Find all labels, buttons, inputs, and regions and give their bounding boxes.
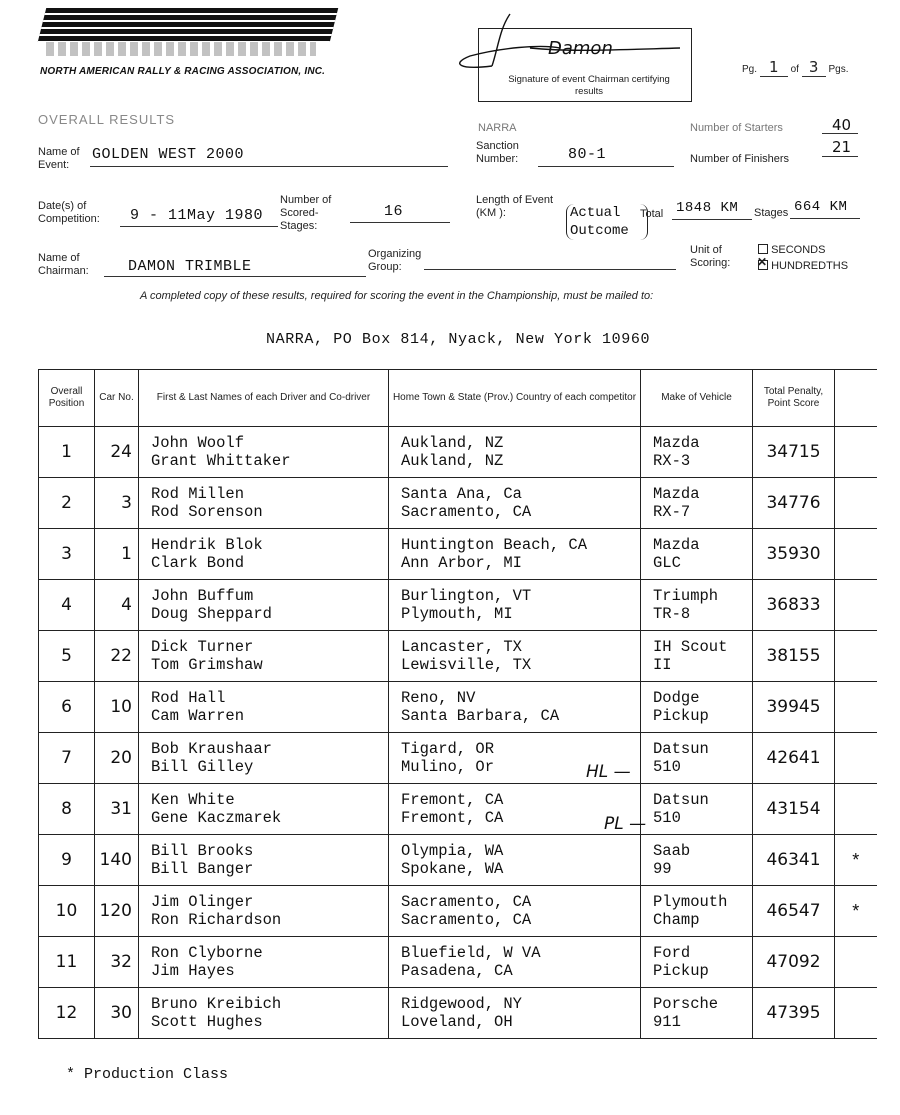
make-line-2: Pickup	[653, 962, 709, 980]
cell-production-mark	[835, 988, 877, 1039]
cell-score: 46547	[753, 886, 835, 937]
driver-name: Hendrik Blok	[151, 536, 263, 554]
cell-position: 6	[39, 682, 95, 733]
cell-names	[139, 529, 389, 580]
codriver-home: Pasadena, CA	[401, 962, 513, 980]
cell-score: 47395	[753, 988, 835, 1039]
codriver-name: Ron Richardson	[151, 911, 282, 929]
annotation-pl-dash: —	[623, 814, 647, 834]
length-note: Actual Outcome	[566, 204, 648, 240]
event-value: GOLDEN WEST 2000	[92, 146, 245, 163]
col-header-score: Total Penalty, Point Score	[753, 370, 835, 427]
checkbox-empty-icon	[758, 244, 768, 254]
cell-position: 12	[39, 988, 95, 1039]
codriver-name: Jim Hayes	[151, 962, 235, 980]
table-row	[39, 682, 877, 733]
cell-position: 11	[39, 937, 95, 988]
cell-car-number: 4	[95, 580, 139, 631]
driver-home: Santa Ana, Ca	[401, 485, 522, 503]
cell-car-number: 31	[95, 784, 139, 835]
cell-car-number: 140	[95, 835, 139, 886]
cell-car-number: 22	[95, 631, 139, 682]
cell-home	[389, 529, 641, 580]
table-row	[39, 988, 877, 1039]
codriver-home: Fremont, CA	[401, 809, 504, 827]
cell-home	[389, 784, 641, 835]
cell-score: 36833	[753, 580, 835, 631]
driver-name: Rod Millen	[151, 485, 245, 503]
driver-name: John Buffum	[151, 587, 254, 605]
cell-home	[389, 580, 641, 631]
driver-home: Huntington Beach, CA	[401, 536, 588, 554]
codriver-home: Aukland, NZ	[401, 452, 504, 470]
driver-name: John Woolf	[151, 434, 245, 452]
cell-score: 43154	[753, 784, 835, 835]
cell-score: 47092	[753, 937, 835, 988]
stages-km-rule	[790, 218, 860, 219]
driver-home: Olympia, WA	[401, 842, 504, 860]
cell-names	[139, 886, 389, 937]
driver-name: Rod Hall	[151, 689, 226, 707]
mail-address: NARRA, PO Box 814, Nyack, New York 10960	[266, 331, 651, 348]
codriver-home: Sacramento, CA	[401, 503, 532, 521]
org-group-label: Organizing Group:	[368, 248, 422, 273]
finishers-label: Number of Finishers	[690, 153, 790, 165]
col-header-position: Overall Position	[39, 370, 95, 427]
codriver-home: Plymouth, MI	[401, 605, 513, 623]
chairman-rule	[104, 276, 366, 277]
dates-rule	[120, 226, 278, 227]
cell-production-mark	[835, 784, 877, 835]
cell-position: 1	[39, 427, 95, 478]
table-row	[39, 580, 877, 631]
event-label: Name of Event:	[38, 146, 80, 171]
codriver-home: Lewisville, TX	[401, 656, 532, 674]
cell-position: 8	[39, 784, 95, 835]
make-line-2: Pickup	[653, 707, 709, 725]
page-total: 3	[802, 58, 826, 77]
starters-rule	[822, 133, 858, 134]
driver-name: Jim Olinger	[151, 893, 254, 911]
mail-note: A completed copy of these results, required for scoring the event in the Championship, must be mailed to:	[140, 290, 654, 302]
cell-car-number: 32	[95, 937, 139, 988]
cell-production-mark	[835, 733, 877, 784]
driver-name: Ken White	[151, 791, 235, 809]
starters-value: 40	[832, 116, 852, 134]
make-line-2: TR-8	[653, 605, 691, 623]
logo-stripes	[38, 8, 338, 42]
table-row	[39, 631, 877, 682]
cell-names	[139, 682, 389, 733]
cell-make	[641, 784, 753, 835]
dates-label: Date(s) of Competition:	[38, 200, 100, 225]
cell-production-mark	[835, 427, 877, 478]
driver-name: Bill Brooks	[151, 842, 254, 860]
make-line-1: Mazda	[653, 536, 700, 554]
make-line-1: Porsche	[653, 995, 719, 1013]
table-row	[39, 427, 877, 478]
event-rule	[90, 166, 448, 167]
table-row	[39, 529, 877, 580]
cell-car-number: 1	[95, 529, 139, 580]
table-row	[39, 478, 877, 529]
starters-label: Number of Starters	[690, 122, 783, 134]
make-line-1: Saab	[653, 842, 691, 860]
make-line-2: 510	[653, 758, 681, 776]
driver-home: Lancaster, TX	[401, 638, 522, 656]
total-rule	[672, 219, 752, 220]
cell-names	[139, 427, 389, 478]
checkbox-checked-icon: ✕	[757, 255, 768, 269]
footnote: * Production Class	[66, 1066, 229, 1083]
annotation-hl-text: HL	[586, 762, 609, 782]
cell-score: 42641	[753, 733, 835, 784]
col-header-home: Home Town & State (Prov.) Country of each competitor	[389, 370, 641, 427]
table-row	[39, 937, 877, 988]
cell-car-number: 30	[95, 988, 139, 1039]
codriver-name: Scott Hughes	[151, 1013, 263, 1031]
make-line-2: RX-7	[653, 503, 691, 521]
cell-production-mark	[835, 529, 877, 580]
driver-home: Ridgewood, NY	[401, 995, 522, 1013]
codriver-home: Sacramento, CA	[401, 911, 532, 929]
cell-names	[139, 835, 389, 886]
driver-name: Dick Turner	[151, 638, 254, 656]
cell-position: 5	[39, 631, 95, 682]
annotation-pl-text: PL	[604, 814, 624, 834]
org-name: NORTH AMERICAN RALLY & RACING ASSOCIATION, INC.	[40, 66, 326, 77]
stages-label: Number of Scored-Stages:	[280, 194, 332, 232]
cell-home	[389, 427, 641, 478]
driver-home: Tigard, OR	[401, 740, 495, 758]
codriver-name: Clark Bond	[151, 554, 245, 572]
cell-production-mark	[835, 937, 877, 988]
make-line-1: Plymouth	[653, 893, 728, 911]
cell-score: 35930	[753, 529, 835, 580]
cell-car-number: 120	[95, 886, 139, 937]
cell-position: 10	[39, 886, 95, 937]
cell-names	[139, 580, 389, 631]
cell-home	[389, 478, 641, 529]
driver-home: Reno, NV	[401, 689, 476, 707]
sanction-value: 80-1	[568, 146, 607, 163]
chairman-label: Name of Chairman:	[38, 252, 89, 277]
dates-value: 9 - 11May 1980	[130, 207, 264, 224]
annotation-hl	[586, 762, 631, 782]
stages-km-value: 664 KM	[794, 199, 848, 215]
make-line-1: Dodge	[653, 689, 700, 707]
codriver-name: Cam Warren	[151, 707, 245, 725]
cell-make	[641, 937, 753, 988]
make-line-2: Champ	[653, 911, 700, 929]
codriver-name: Gene Kaczmarek	[151, 809, 282, 827]
driver-home: Burlington, VT	[401, 587, 532, 605]
length-label: Length of Event (KM ):	[476, 194, 554, 219]
cell-make	[641, 682, 753, 733]
driver-name: Bruno Kreibich	[151, 995, 282, 1013]
unit-hundredths-option	[757, 255, 849, 273]
col-header-car: Car No.	[95, 370, 139, 427]
stages-km-label: Stages	[754, 207, 789, 219]
cell-home	[389, 988, 641, 1039]
make-line-1: Mazda	[653, 485, 700, 503]
codriver-name: Bill Banger	[151, 860, 254, 878]
total-label: Total	[640, 208, 664, 220]
page-suffix: Pgs.	[828, 64, 849, 75]
chairman-value: DAMON TRIMBLE	[128, 258, 252, 275]
unit-hundredths-label: HUNDREDTHS	[771, 260, 849, 272]
codriver-name: Tom Grimshaw	[151, 656, 263, 674]
make-line-1: Datsun	[653, 740, 709, 758]
cell-names	[139, 733, 389, 784]
stages-rule	[350, 222, 450, 223]
driver-home: Sacramento, CA	[401, 893, 532, 911]
driver-home: Fremont, CA	[401, 791, 504, 809]
annotation-pl	[604, 814, 646, 834]
col-header-names: First & Last Names of each Driver and Co-driver	[139, 370, 389, 427]
cell-make	[641, 835, 753, 886]
cell-make	[641, 529, 753, 580]
total-value: 1848 KM	[676, 200, 739, 216]
cell-make	[641, 733, 753, 784]
cell-production-mark: *	[835, 886, 877, 937]
finishers-value: 21	[832, 138, 852, 156]
cell-car-number: 20	[95, 733, 139, 784]
cell-production-mark	[835, 631, 877, 682]
codriver-name: Doug Sheppard	[151, 605, 272, 623]
unit-seconds-option	[758, 244, 825, 257]
stages-value: 16	[384, 203, 404, 220]
page-prefix: Pg.	[742, 64, 758, 75]
make-line-2: GLC	[653, 554, 681, 572]
table-header-row	[39, 370, 877, 427]
make-line-1: Datsun	[653, 791, 709, 809]
cell-score: 34776	[753, 478, 835, 529]
driver-name: Bob Kraushaar	[151, 740, 272, 758]
cell-position: 3	[39, 529, 95, 580]
make-line-2: 911	[653, 1013, 681, 1031]
driver-name: Ron Clyborne	[151, 944, 263, 962]
cell-position: 2	[39, 478, 95, 529]
cell-make	[641, 631, 753, 682]
make-line-1: IH Scout	[653, 638, 728, 656]
page-indicator	[742, 58, 849, 77]
table-row	[39, 886, 877, 937]
unit-label: Unit of Scoring:	[690, 244, 731, 269]
make-line-2: 99	[653, 860, 672, 878]
col-header-make: Make of Vehicle	[641, 370, 753, 427]
codriver-home: Spokane, WA	[401, 860, 504, 878]
results-body	[39, 427, 877, 1039]
make-line-2: RX-3	[653, 452, 691, 470]
cell-make	[641, 427, 753, 478]
cell-production-mark	[835, 580, 877, 631]
cell-score: 39945	[753, 682, 835, 733]
make-line-1: Ford	[653, 944, 691, 962]
signature-caption: Signature of event Chairman certifying results	[508, 74, 670, 97]
make-line-2: II	[653, 656, 672, 674]
cell-position: 4	[39, 580, 95, 631]
cell-make	[641, 580, 753, 631]
driver-home: Bluefield, W VA	[401, 944, 541, 962]
sanction-rule	[538, 166, 674, 167]
make-line-1: Triumph	[653, 587, 719, 605]
codriver-home: Loveland, OH	[401, 1013, 513, 1031]
codriver-name: Rod Sorenson	[151, 503, 263, 521]
table-row	[39, 784, 877, 835]
codriver-name: Grant Whittaker	[151, 452, 291, 470]
make-line-2: 510	[653, 809, 681, 827]
cell-production-mark	[835, 478, 877, 529]
cell-home	[389, 631, 641, 682]
cell-car-number: 24	[95, 427, 139, 478]
cell-home	[389, 937, 641, 988]
annotation-hl-dash: —	[608, 762, 631, 782]
table-row	[39, 733, 877, 784]
cell-score: 38155	[753, 631, 835, 682]
cell-names	[139, 631, 389, 682]
driver-home: Aukland, NZ	[401, 434, 504, 452]
narra-mark: NARRA	[478, 122, 517, 134]
page-of: of	[790, 64, 799, 75]
sanction-label: Sanction Number:	[476, 140, 519, 165]
cell-production-mark	[835, 682, 877, 733]
org-group-rule	[424, 269, 676, 270]
make-line-1: Mazda	[653, 434, 700, 452]
cell-make	[641, 478, 753, 529]
col-header-mark	[835, 370, 877, 427]
results-table	[38, 369, 877, 1039]
cell-production-mark: *	[835, 835, 877, 886]
cell-names	[139, 478, 389, 529]
codriver-home: Santa Barbara, CA	[401, 707, 560, 725]
logo-subtitle-smudge	[46, 42, 316, 56]
cell-names	[139, 937, 389, 988]
cell-score: 34715	[753, 427, 835, 478]
cell-names	[139, 988, 389, 1039]
cell-car-number: 10	[95, 682, 139, 733]
cell-home	[389, 886, 641, 937]
cell-make	[641, 988, 753, 1039]
codriver-home: Mulino, Or	[401, 758, 495, 776]
signature: Damon	[548, 38, 613, 59]
cell-home	[389, 682, 641, 733]
finishers-rule	[822, 156, 858, 157]
codriver-name: Bill Gilley	[151, 758, 254, 776]
cell-names	[139, 784, 389, 835]
table-row	[39, 835, 877, 886]
page-number: 1	[760, 58, 788, 77]
cell-score: 46341	[753, 835, 835, 886]
unit-seconds-label: SECONDS	[771, 244, 826, 256]
cell-position: 9	[39, 835, 95, 886]
cell-car-number: 3	[95, 478, 139, 529]
cell-home	[389, 835, 641, 886]
section-title: OVERALL RESULTS	[38, 112, 176, 127]
cell-position: 7	[39, 733, 95, 784]
codriver-home: Ann Arbor, MI	[401, 554, 522, 572]
cell-make	[641, 886, 753, 937]
